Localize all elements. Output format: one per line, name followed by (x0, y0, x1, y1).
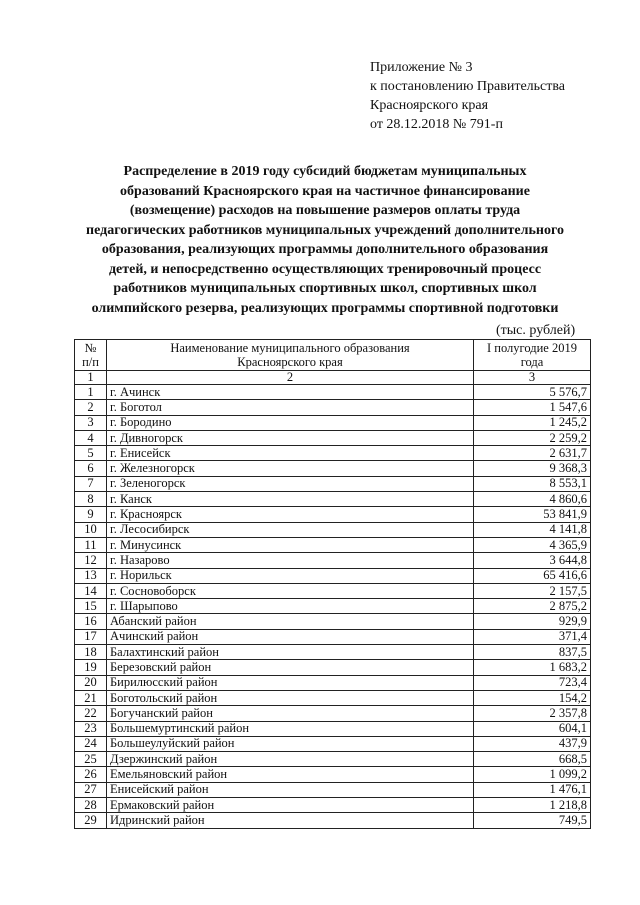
row-number: 22 (75, 706, 107, 721)
municipality-name: Березовский район (107, 660, 474, 675)
header-amount-line2: года (520, 355, 544, 369)
table-row (75, 476, 591, 491)
municipality-name: Енисейский район (107, 782, 474, 797)
municipality-name: г. Зеленогорск (107, 476, 474, 491)
row-number: 14 (75, 583, 107, 598)
title-line: работников муниципальных спортивных школ, спортивных школ (113, 281, 537, 296)
amount-value: 4 141,8 (474, 522, 591, 537)
title-line: образований Красноярского края на частичное финансирование (120, 183, 530, 199)
municipality-name: г. Дивногорск (107, 430, 474, 445)
title-line: детей, и непосредственно осуществляющих тренировочный процесс (108, 261, 542, 277)
title-line: Распределение в 2019 году субсидий бюджетам муниципальных (123, 164, 527, 179)
appendix-region: Красноярского края (370, 98, 489, 113)
table-row (75, 537, 591, 552)
row-number: 18 (75, 645, 107, 660)
table-row (75, 690, 591, 705)
table-row (75, 507, 591, 522)
document-title (52, 162, 598, 318)
table-row (75, 522, 591, 537)
amount-value: 723,4 (474, 675, 591, 690)
municipality-name: г. Сосновоборск (107, 583, 474, 598)
appendix-resolution: к постановлению Правительства (370, 79, 566, 94)
amount-value: 2 357,8 (474, 706, 591, 721)
header-municipality-line2: Красноярского края (237, 355, 343, 369)
title-line: образования, реализующих программы дополнительного образования (101, 242, 549, 257)
column-number: 2 (107, 371, 474, 385)
row-number: 7 (75, 476, 107, 491)
row-number: 8 (75, 492, 107, 507)
row-number: 13 (75, 568, 107, 583)
appendix-date: от 28.12.2018 № 791-п (370, 117, 503, 132)
municipality-name: г. Бородино (107, 415, 474, 430)
table-row (75, 400, 591, 415)
table-row (75, 798, 591, 813)
row-number: 29 (75, 813, 107, 828)
row-number: 28 (75, 798, 107, 813)
amount-value: 2 259,2 (474, 430, 591, 445)
municipality-name: г. Красноярск (107, 507, 474, 522)
row-number: 11 (75, 537, 107, 552)
amount-value: 1 099,2 (474, 767, 591, 782)
row-number: 21 (75, 690, 107, 705)
units-label: (тыс. рублей) (496, 323, 576, 338)
row-number: 5 (75, 446, 107, 461)
header-number-line2: п/п (82, 355, 99, 369)
municipality-name: Большеулуйский район (107, 736, 474, 751)
amount-value: 2 157,5 (474, 583, 591, 598)
municipality-name: г. Железногорск (107, 461, 474, 476)
table-row (75, 675, 591, 690)
row-number: 23 (75, 721, 107, 736)
amount-value: 668,5 (474, 752, 591, 767)
table-row (75, 446, 591, 461)
amount-value: 4 860,6 (474, 492, 591, 507)
municipality-name: г. Шарыпово (107, 599, 474, 614)
table-header-row (75, 340, 591, 371)
amount-value: 154,2 (474, 690, 591, 705)
municipality-name: Абанский район (107, 614, 474, 629)
column-number: 3 (474, 371, 591, 385)
row-number: 16 (75, 614, 107, 629)
amount-value: 1 218,8 (474, 798, 591, 813)
title-line: олимпийского резерва, реализующих программы спортивной подготовки (91, 300, 559, 316)
table-row (75, 721, 591, 736)
header-amount (474, 340, 591, 371)
row-number: 6 (75, 461, 107, 476)
table-row (75, 782, 591, 797)
amount-value: 2 875,2 (474, 599, 591, 614)
table-row (75, 415, 591, 430)
municipality-name: г. Назарово (107, 553, 474, 568)
table-row (75, 492, 591, 507)
amount-value: 604,1 (474, 721, 591, 736)
municipality-name: Дзержинский район (107, 752, 474, 767)
municipality-name: Бирилюсский район (107, 675, 474, 690)
municipality-name: г. Канск (107, 492, 474, 507)
municipality-name: Емельяновский район (107, 767, 474, 782)
municipality-name: г. Енисейск (107, 446, 474, 461)
table-row (75, 813, 591, 828)
municipality-name: г. Ачинск (107, 385, 474, 400)
title-line: педагогических работников муниципальных учреждений дополнительного (86, 222, 564, 238)
amount-value: 1 476,1 (474, 782, 591, 797)
row-number: 25 (75, 752, 107, 767)
table-row (75, 767, 591, 782)
table-row (75, 568, 591, 583)
row-number: 9 (75, 507, 107, 522)
table-row (75, 706, 591, 721)
table-row (75, 660, 591, 675)
amount-value: 53 841,9 (474, 507, 591, 522)
row-number: 26 (75, 767, 107, 782)
municipality-name: Большемуртинский район (107, 721, 474, 736)
header-municipality (107, 340, 474, 371)
municipality-name: Ермаковский район (107, 798, 474, 813)
table-row (75, 430, 591, 445)
row-number: 27 (75, 782, 107, 797)
amount-value: 3 644,8 (474, 553, 591, 568)
table-row (75, 599, 591, 614)
row-number: 12 (75, 553, 107, 568)
amount-value: 4 365,9 (474, 537, 591, 552)
amount-value: 9 368,3 (474, 461, 591, 476)
header-number (75, 340, 107, 371)
table-row (75, 629, 591, 644)
amount-value: 437,9 (474, 736, 591, 751)
amount-value: 837,5 (474, 645, 591, 660)
appendix-title: Приложение № 3 (370, 60, 473, 75)
header-number-line1: № (84, 341, 97, 355)
table-row (75, 553, 591, 568)
appendix-block (370, 58, 565, 134)
allocation-table (74, 339, 591, 829)
amount-value: 65 416,6 (474, 568, 591, 583)
row-number: 10 (75, 522, 107, 537)
table-row (75, 752, 591, 767)
amount-value: 371,4 (474, 629, 591, 644)
header-amount-line1: I полугодие 2019 (487, 341, 577, 355)
amount-value: 2 631,7 (474, 446, 591, 461)
row-number: 17 (75, 629, 107, 644)
table-row (75, 645, 591, 660)
table-row (75, 385, 591, 400)
row-number: 15 (75, 599, 107, 614)
municipality-name: г. Норильск (107, 568, 474, 583)
municipality-name: г. Боготол (107, 400, 474, 415)
amount-value: 749,5 (474, 813, 591, 828)
amount-value: 1 547,6 (474, 400, 591, 415)
table-row (75, 736, 591, 751)
column-number-row (75, 371, 591, 385)
municipality-name: Балахтинский район (107, 645, 474, 660)
row-number: 1 (75, 385, 107, 400)
municipality-name: г. Минусинск (107, 537, 474, 552)
municipality-name: Боготольский район (107, 690, 474, 705)
amount-value: 8 553,1 (474, 476, 591, 491)
amount-value: 1 245,2 (474, 415, 591, 430)
municipality-name: Идринский район (107, 813, 474, 828)
municipality-name: Богучанский район (107, 706, 474, 721)
amount-value: 1 683,2 (474, 660, 591, 675)
municipality-name: Ачинский район (107, 629, 474, 644)
amount-value: 5 576,7 (474, 385, 591, 400)
table-row (75, 614, 591, 629)
row-number: 2 (75, 400, 107, 415)
table-row (75, 583, 591, 598)
column-number: 1 (75, 371, 107, 385)
municipality-name: г. Лесосибирск (107, 522, 474, 537)
row-number: 24 (75, 736, 107, 751)
title-line: (возмещение) расходов на повышение размеров оплаты труда (129, 203, 521, 218)
table-row (75, 461, 591, 476)
header-municipality-line1: Наименование муниципального образования (170, 341, 410, 355)
row-number: 20 (75, 675, 107, 690)
row-number: 4 (75, 430, 107, 445)
row-number: 19 (75, 660, 107, 675)
row-number: 3 (75, 415, 107, 430)
amount-value: 929,9 (474, 614, 591, 629)
